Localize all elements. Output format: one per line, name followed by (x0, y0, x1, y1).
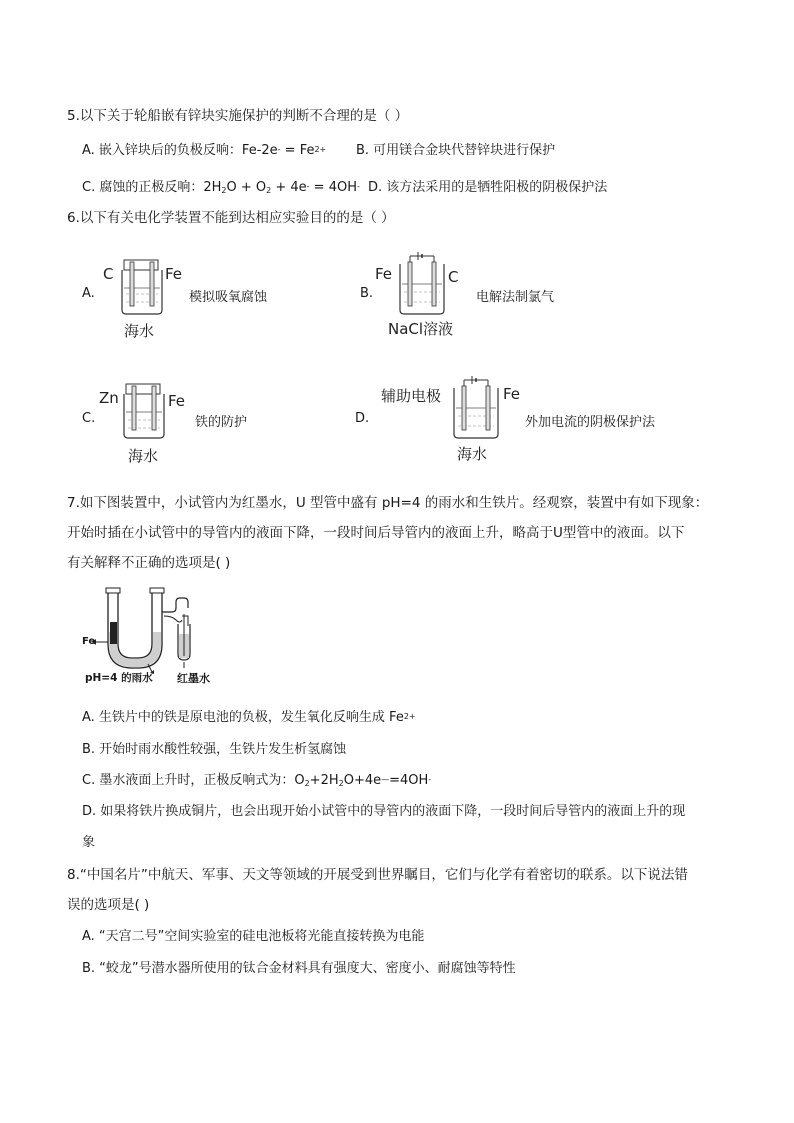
q6-d-beaker-diagram (450, 374, 502, 442)
q5-option-d[interactable]: D. 该方法采用的是牺牲阳极的阴极保护法 (368, 180, 608, 195)
q7-option-d-line2: 象 (82, 835, 96, 850)
q5-stem: 5.以下关于轮船嵌有锌块实施保护的判断不合理的是（ ） (67, 108, 409, 124)
q7-c-end: =4OH (389, 773, 429, 788)
q6-a-desc: 模拟吸氧腐蚀 (189, 290, 268, 305)
q6-c-letter[interactable]: C. (82, 411, 96, 426)
q8-option-a[interactable]: A. “天宫二号”空间实验室的硅电池板将光能直接转换为电能 (82, 929, 425, 944)
q5-c-o: O + O (226, 180, 267, 195)
q6-d-right-electrode: Fe (503, 385, 521, 403)
q6-d-letter[interactable]: D. (355, 411, 370, 426)
q6-stem: 6.以下有关电化学装置不能到达相应实验目的的是（ ） (67, 210, 395, 226)
q5-a-text: A. 嵌入锌块后的负极反响：Fe-2e (82, 143, 278, 158)
q7-c-mid: +2H (309, 773, 339, 788)
q5-option-c[interactable]: C. 腐蚀的正极反响：$2H_2O + O_2 + 4e^- = 4OH^-$ (82, 180, 360, 195)
q5-c-end: = 4OH (309, 180, 357, 195)
q6-d-liquid: 海水 (457, 445, 488, 463)
q8-option-b[interactable]: B. “蛟龙”号潜水器所使用的钛合金材料具有强度大、密度小、耐腐蚀等特性 (82, 961, 516, 976)
q8-line1: 8.“中国名片”中航天、军事、天文等领域的开展受到世界瞩目，它们与化学有着密切的联系。以下说法错 (67, 867, 688, 883)
q5-option-b[interactable]: B. 可用镁合金块代替锌块进行保护 (356, 143, 556, 158)
q5-c-text: C. 腐蚀的正极反响：2H (82, 180, 222, 195)
q6-b-left-electrode: Fe (375, 265, 393, 283)
q6-a-left-electrode: C (103, 265, 114, 283)
q6-a-letter[interactable]: A. (82, 286, 95, 301)
q6-a-liquid: 海水 (124, 322, 155, 340)
q6-b-electrolysis-diagram (396, 250, 448, 318)
q6-d-desc: 外加电流的阴极保护法 (525, 415, 656, 430)
q6-a-beaker-diagram (118, 258, 168, 318)
q6-c-desc: 铁的防护 (195, 415, 248, 430)
q5-a-mid: = Fe (280, 143, 315, 158)
q7-line3: 有关解释不正确的选项是( ) (67, 555, 231, 571)
q7-option-d-line1[interactable]: D. 如果将铁片换成铜片，也会出现开始小试管中的导管内的液面下降，一段时间后导管内的液面上升的现 (82, 804, 686, 819)
q7-fig-fe-label: Fe (82, 636, 96, 647)
q6-b-desc: 电解法制氯气 (476, 290, 555, 305)
q5-c-mid: + 4e (271, 180, 307, 195)
q7-fig-rain-label: pH=4 的雨水 (85, 672, 153, 684)
q7-option-a[interactable]: A. 生铁片中的铁是原电池的负极，发生氧化反响生成 $Fe^{2+}$ (82, 710, 416, 725)
q7-option-b[interactable]: B. 开始时雨水酸性较强，生铁片发生析氢腐蚀 (82, 742, 347, 757)
q7-line1: 7.如下图装置中，小试管内为红墨水，U 型管中盛有 pH=4 的雨水和生铁片。经观察，装置中有如下现象： (67, 495, 709, 511)
q8-line2: 误的选项是( ) (67, 897, 150, 913)
q7-c-mid2: O+4e (343, 773, 382, 788)
q6-c-right-electrode: Fe (168, 392, 186, 410)
q6-d-left-electrode: 辅助电极 (381, 387, 442, 405)
q5-option-a[interactable]: A. 嵌入锌块后的负极反响：$Fe-2e^- = Fe^{2+}$ (82, 143, 327, 158)
q6-b-right-electrode: C (448, 268, 459, 286)
q6-c-beaker-diagram (120, 382, 170, 442)
q7-option-c[interactable]: C. 墨水液面上升时，正极反响式为：$O_2+2H_2O+4e^—=4OH^-$ (82, 773, 432, 788)
q6-c-left-electrode: Zn (99, 389, 119, 407)
q6-a-right-electrode: Fe (165, 265, 183, 283)
q6-b-letter[interactable]: B. (360, 286, 374, 301)
q7-c-text: C. 墨水液面上升时，正极反响式为：O (82, 773, 305, 788)
q6-b-liquid: NaCl溶液 (388, 320, 454, 338)
q7-a-text: A. 生铁片中的铁是原电池的负极，发生氧化反响生成 Fe (82, 710, 404, 725)
q7-fig-ink-label: 红墨水 (177, 672, 210, 685)
q6-c-liquid: 海水 (128, 447, 159, 465)
q7-line2: 开始时插在小试管中的导管内的液面下降，一段时间后导管内的液面上升，略高于U型管中的液面。以下 (67, 525, 685, 541)
